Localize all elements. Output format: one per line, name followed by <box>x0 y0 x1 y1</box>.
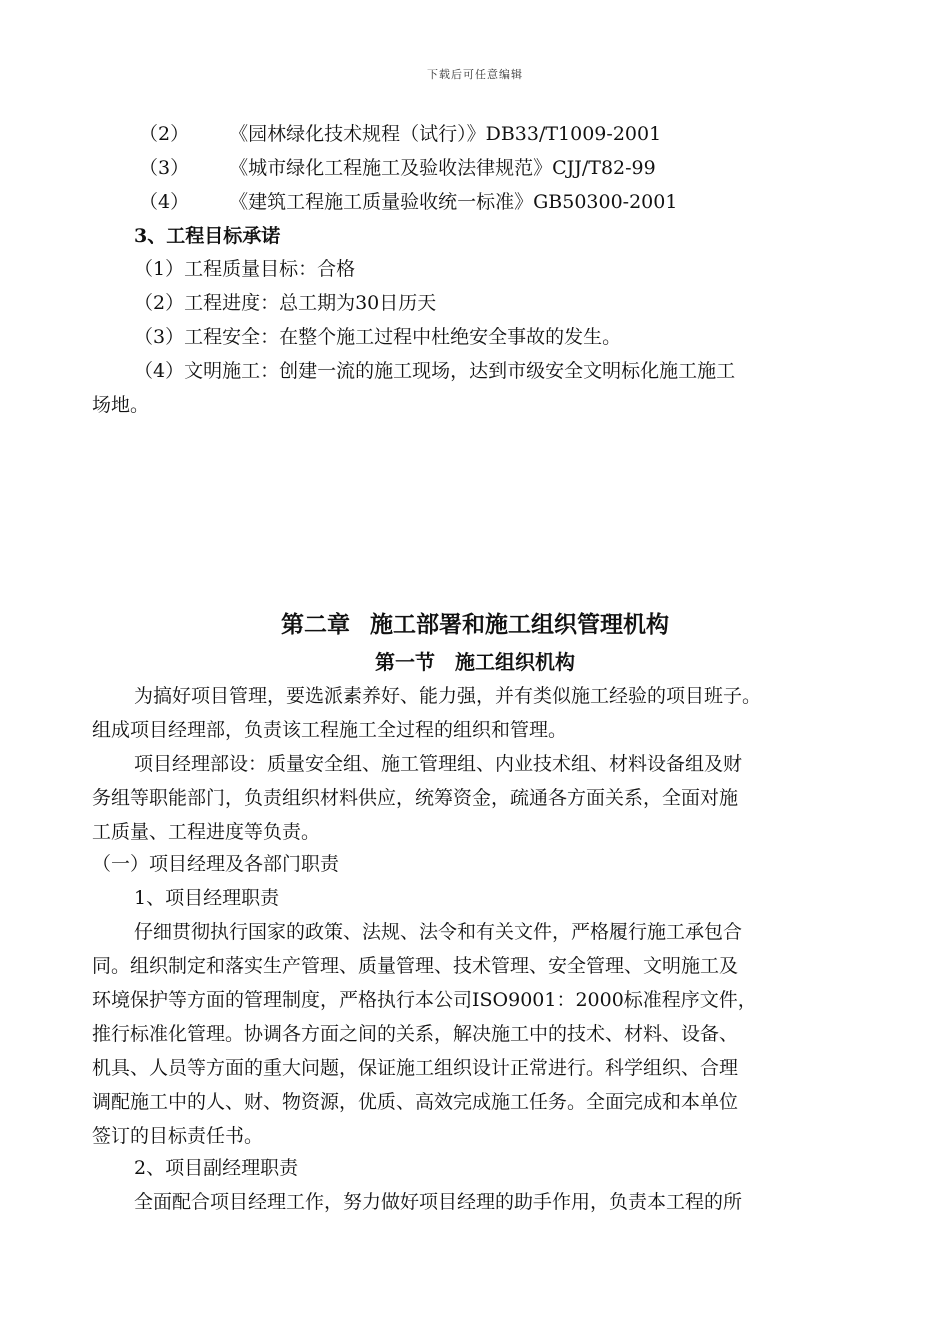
chapter-title <box>0 610 950 640</box>
item-heading: 2、项目副经理职责 <box>134 1157 299 1179</box>
goal-item: （3）工程安全：在整个施工过程中杜绝安全事故的发生。 <box>134 326 622 348</box>
body-line: 组成项目经理部，负责该工程施工全过程的组织和管理。 <box>92 719 568 741</box>
chapter-heading: 施工部署和施工组织管理机构 <box>370 611 669 638</box>
section-heading: 施工组织机构 <box>455 650 575 674</box>
body-line: 全面配合项目经理工作，努力做好项目经理的助手作用，负责本工程的所 <box>134 1191 743 1213</box>
standard-text: 《建筑工程施工质量验收统一标准》GB50300-2001 <box>229 191 678 213</box>
standard-number: （4） <box>139 191 190 213</box>
body-line: 为搞好项目管理，要选派素养好、能力强，并有类似施工经验的项目班子。 <box>134 685 762 707</box>
standard-item <box>139 156 656 180</box>
goal-item-continued: 场地。 <box>92 394 150 416</box>
body-line: 工质量、工程进度等负责。 <box>92 821 321 843</box>
body-line: 项目经理部设：质量安全组、施工管理组、内业技术组、材料设备组及财 <box>134 753 743 775</box>
body-line: 环境保护等方面的管理制度，严格执行本公司ISO9001：2000标准程序文件， <box>92 989 757 1011</box>
goal-item: （1）工程质量目标：合格 <box>134 258 356 280</box>
body-line: 务组等职能部门，负责组织材料供应，统筹资金，疏通各方面关系，全面对施 <box>92 787 739 809</box>
body-line: 调配施工中的人、财、物资源，优质、高效完成施工任务。全面完成和本单位 <box>92 1091 739 1113</box>
item-heading: 1、项目经理职责 <box>134 887 280 909</box>
body-line: 机具、人员等方面的重大问题，保证施工组织设计正常进行。科学组织、合理 <box>92 1057 739 1079</box>
chapter-number: 第二章 <box>281 611 350 638</box>
goal-item: （4）文明施工：创建一流的施工现场，达到市级安全文明标化施工施工 <box>134 360 736 382</box>
standard-number: （2） <box>139 123 190 145</box>
subsection-heading: （一）项目经理及各部门职责 <box>92 853 340 875</box>
standard-text: 《园林绿化技术规程（试行）》DB33/T1009-2001 <box>229 123 662 145</box>
body-line: 签订的目标责任书。 <box>92 1125 264 1147</box>
body-line: 同。组织制定和落实生产管理、质量管理、技术管理、安全管理、文明施工及 <box>92 955 739 977</box>
standard-text: 《城市绿化工程施工及验收法律规范》CJJ/T82-99 <box>229 157 656 179</box>
page-header: 下载后可任意编辑 <box>427 68 523 81</box>
standard-item <box>139 190 677 214</box>
standard-item <box>139 122 661 146</box>
standard-number: （3） <box>139 157 190 179</box>
section-title <box>0 649 950 675</box>
goal-item: （2）工程进度：总工期为30日历天 <box>134 292 437 314</box>
goals-heading: 3、工程目标承诺 <box>134 225 281 247</box>
body-line: 仔细贯彻执行国家的政策、法规、法令和有关文件，严格履行施工承包合 <box>134 921 743 943</box>
section-number: 第一节 <box>375 650 435 674</box>
body-line: 推行标准化管理。协调各方面之间的关系，解决施工中的技术、材料、设备、 <box>92 1023 739 1045</box>
